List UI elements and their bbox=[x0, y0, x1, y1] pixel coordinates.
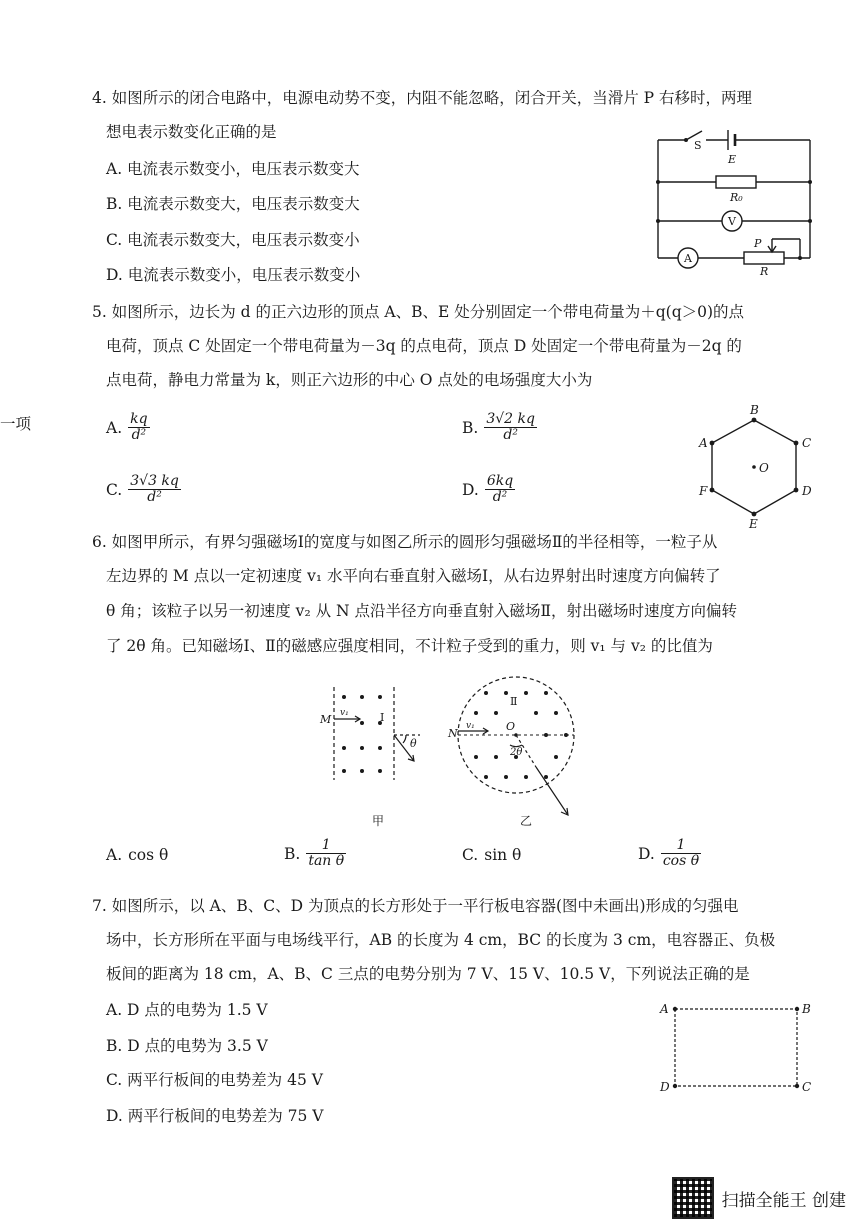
q7-stem-line1: 7. 如图所示，以 A、B、C、D 为顶点的长方形处于一平行板电容器(图中未画出)形成的匀强电 bbox=[92, 897, 739, 915]
q6-option-a-text: cos θ bbox=[128, 846, 169, 864]
q5-option-a-num: kq bbox=[130, 411, 148, 427]
q5-option-c-den: d² bbox=[147, 489, 162, 505]
q5-option-c-label: C. bbox=[106, 480, 123, 499]
q4-option-b: B. 电流表示数变大，电压表示数变大 bbox=[106, 195, 360, 213]
q6-option-c-label: C. bbox=[462, 846, 479, 864]
emf-label: E bbox=[728, 153, 737, 166]
vertex-c-label: C bbox=[802, 436, 812, 450]
vertex-a-label: A bbox=[699, 436, 708, 450]
voltmeter-label: V bbox=[728, 215, 736, 228]
q6-option-c bbox=[462, 846, 521, 864]
field-one-label: Ⅰ bbox=[380, 711, 385, 724]
margin-note: 一项 bbox=[0, 415, 32, 433]
center-o-label-yi: O bbox=[506, 720, 516, 733]
rect-a-label: A bbox=[660, 1002, 669, 1016]
q5-option-b-den: d² bbox=[503, 427, 518, 443]
q6-option-b bbox=[284, 838, 346, 869]
q5-option-d-den: d² bbox=[492, 489, 508, 505]
q6-stem-line4: 了 2θ 角。已知磁场Ⅰ、Ⅱ的磁感应强度相同，不计粒子受到的重力，则 v₁ 与 v₂ 的比值为 bbox=[106, 637, 713, 655]
q6-stem-line1: 6. 如图甲所示，有界匀强磁场Ⅰ的宽度与如图乙所示的圆形匀强磁场Ⅱ的半径相等，一粒子从 bbox=[92, 533, 718, 551]
q4-option-d: D. 电流表示数变小，电压表示数变小 bbox=[106, 266, 361, 284]
r0-label: R₀ bbox=[730, 191, 743, 204]
q4-circuit-diagram bbox=[650, 125, 820, 275]
vertex-e-label: E bbox=[749, 517, 758, 530]
point-m-label: M bbox=[320, 713, 332, 726]
figure-jia-caption: 甲 bbox=[372, 814, 385, 828]
two-theta-label: 2θ bbox=[510, 747, 523, 758]
q5-option-c bbox=[106, 474, 181, 505]
field-two-label: Ⅱ bbox=[510, 695, 518, 708]
center-o-label: O bbox=[759, 461, 769, 475]
q6-option-d bbox=[638, 838, 701, 869]
q5-option-b-fraction bbox=[484, 412, 537, 443]
q5-option-c-num: 3√3 kq bbox=[130, 473, 179, 489]
q5-option-b bbox=[462, 412, 537, 443]
rect-d-label: D bbox=[660, 1080, 670, 1094]
q5-stem-line3: 点电荷，静电力常量为 k，则正六边形的中心 O 点处的电场强度大小为 bbox=[106, 371, 593, 389]
q5-option-a-label: A. bbox=[106, 418, 123, 437]
q5-option-d-num: 6kq bbox=[486, 473, 514, 489]
q6-option-b-fraction bbox=[306, 838, 346, 869]
q6-option-b-num: 1 bbox=[306, 838, 346, 854]
q7-stem-line3: 板间的距离为 18 cm，A、B、C 三点的电势分别为 7 V、15 V、10.5 V，下列说法正确的是 bbox=[106, 965, 750, 983]
q6-option-b-label: B. bbox=[284, 844, 301, 863]
q5-option-a-fraction bbox=[128, 412, 149, 443]
v1-label-yi: v₁ bbox=[466, 721, 475, 731]
q4-stem-line1: 4. 如图所示的闭合电路中，电源电动势不变，内阻不能忽略，闭合开关，当滑片 P 右移时，两理 bbox=[92, 89, 753, 107]
q7-option-b: B. D 点的电势为 3.5 V bbox=[106, 1037, 268, 1055]
q5-option-b-label: B. bbox=[462, 418, 479, 437]
q4-stem-line2: 想电表示数变化正确的是 bbox=[106, 123, 277, 141]
q7-option-d: D. 两平行板间的电势差为 75 V bbox=[106, 1107, 324, 1125]
q5-option-c-fraction bbox=[128, 474, 181, 505]
q6-option-c-text: sin θ bbox=[484, 846, 522, 864]
vertex-b-label: B bbox=[750, 403, 759, 417]
q6-stem-line2: 左边界的 M 点以一定初速度 v₁ 水平向右垂直射入磁场Ⅰ，从右边界射出时速度方向偏转了 bbox=[106, 567, 721, 585]
q6-stem-line3: θ 角；该粒子以另一初速度 v₂ 从 N 点沿半径方向垂直射入磁场Ⅱ，射出磁场时速度方向偏转 bbox=[106, 602, 738, 620]
q7-stem-line2: 场中，长方形所在平面与电场线平行，AB 的长度为 4 cm，BC 的长度为 3 cm，电容器正、负极 bbox=[106, 931, 776, 949]
vertex-d-label: D bbox=[802, 484, 812, 498]
watermark-text: 扫描全能王 创建 bbox=[721, 1190, 846, 1211]
q5-option-d-fraction bbox=[485, 474, 515, 505]
q6-option-b-den: tan θ bbox=[308, 853, 345, 869]
slider-p-label: P bbox=[754, 237, 762, 250]
q5-stem-line1: 5. 如图所示，边长为 d 的正六边形的顶点 A、B、E 处分别固定一个带电荷量为＋q(q＞0)的点 bbox=[92, 303, 745, 321]
q6-option-a-label: A. bbox=[106, 846, 123, 864]
switch-label: S bbox=[694, 139, 702, 152]
point-n-label: N bbox=[448, 727, 458, 740]
q6-option-d-den: cos θ bbox=[662, 853, 700, 869]
q7-rectangle-diagram bbox=[650, 996, 820, 1096]
q5-option-d-label: D. bbox=[462, 480, 479, 499]
rect-b-label: B bbox=[802, 1002, 811, 1016]
q6-option-d-label: D. bbox=[638, 844, 655, 863]
q4-option-c: C. 电流表示数变大，电压表示数变小 bbox=[106, 231, 360, 249]
vertex-f-label: F bbox=[699, 484, 708, 498]
scanner-watermark bbox=[672, 1177, 846, 1219]
q5-stem-line2: 电荷，顶点 C 处固定一个带电荷量为－3q 的点电荷，顶点 D 处固定一个带电荷量为－2q 的 bbox=[106, 337, 742, 355]
q5-hexagon-diagram bbox=[690, 402, 830, 530]
q7-option-c: C. 两平行板间的电势差为 45 V bbox=[106, 1071, 323, 1089]
rheostat-label: R bbox=[760, 265, 769, 275]
v1-label-jia: v₁ bbox=[340, 708, 349, 718]
q5-option-a-den: d² bbox=[131, 427, 147, 443]
q6-option-a bbox=[106, 846, 168, 864]
ammeter-label: A bbox=[684, 252, 692, 265]
q6-option-d-fraction bbox=[661, 838, 701, 869]
figure-yi-caption: 乙 bbox=[520, 814, 533, 828]
q4-option-a: A. 电流表示数变小，电压表示数变大 bbox=[106, 160, 360, 178]
rect-c-label: C bbox=[802, 1080, 812, 1094]
theta-label: θ bbox=[410, 737, 417, 750]
q5-option-b-num: 3√2 kq bbox=[486, 411, 535, 427]
q7-option-a: A. D 点的电势为 1.5 V bbox=[106, 1001, 268, 1019]
q5-option-d bbox=[462, 474, 515, 505]
q6-option-d-num: 1 bbox=[661, 838, 701, 854]
q5-option-a bbox=[106, 412, 150, 443]
qr-code-icon bbox=[672, 1177, 714, 1219]
q6-field-figures bbox=[310, 675, 610, 835]
